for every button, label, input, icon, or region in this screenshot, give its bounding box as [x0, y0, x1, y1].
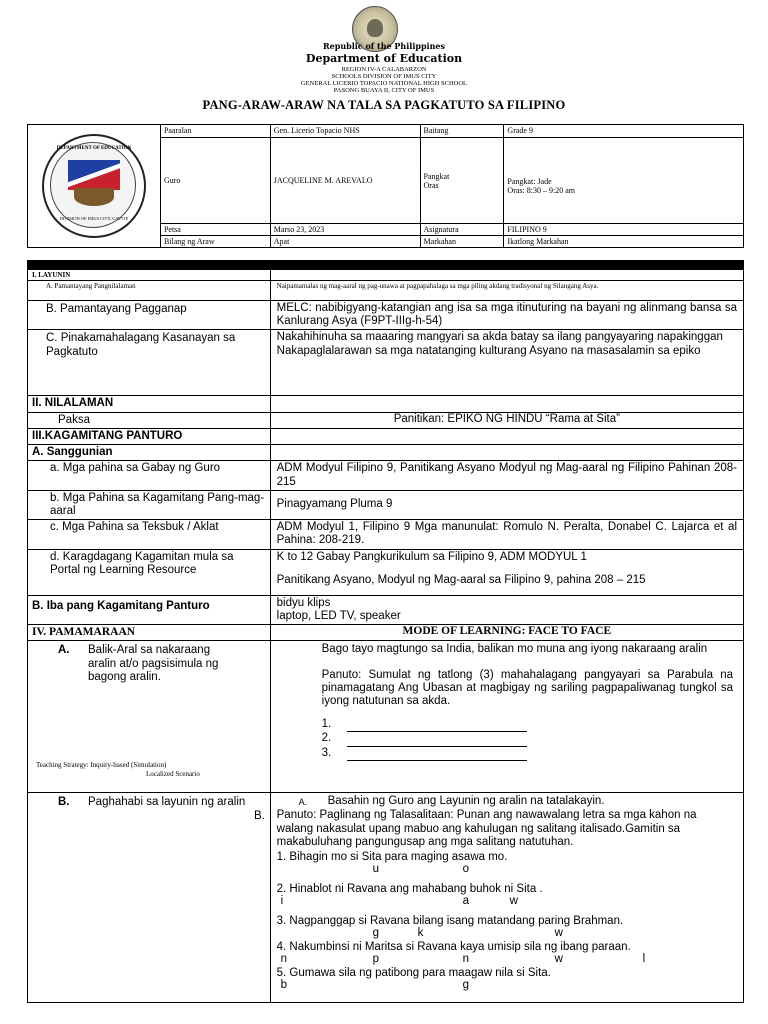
bilang-label: Bilang ng Araw: [160, 236, 270, 248]
answer-line-3[interactable]: [347, 747, 527, 761]
kagamitan-d-value: [270, 549, 743, 595]
hint-letter[interactable]: a: [462, 895, 470, 908]
pangkat-oras-value-cell: [504, 138, 744, 224]
info-table: [27, 124, 744, 248]
hint-letter[interactable]: w: [554, 927, 563, 940]
vocab-item: [277, 941, 737, 969]
guro-label: Guro: [160, 138, 270, 224]
hint-letter[interactable]: g: [372, 927, 380, 940]
balik-aral-letter: A.: [58, 644, 70, 657]
vocab-sentence: 2. Hinablot ni Ravana ang mahabang buhok ni Sita .: [276, 883, 543, 896]
department-line: Department of Education: [305, 52, 463, 65]
kagamitan-b-label: b. Mga Pahina sa Kagamitang Pang-mag-aaral: [28, 490, 271, 519]
kagamitan-b-value: Pinagyamang Pluma 9: [270, 490, 743, 519]
balik-aral-content: [270, 641, 743, 793]
asignatura-label: Asignatura: [420, 224, 504, 236]
school-line: GENERAL LICERIO TOPACIO NATIONAL HIGH SCHOOL: [300, 80, 468, 87]
mode-of-learning: MODE OF LEARNING: FACE TO FACE: [270, 625, 743, 641]
layunin-b-value: MELC: nabibigyang-katangian ang isa sa mga itinuturing na bayani ng alinmang bansa sa Kanlurang Asya (F9PT-IIIg-h-54): [270, 301, 743, 330]
kagamitan-d-value-1: K to 12 Gabay Pangkurikulum sa Filipino 9, ADM MODYUL 1: [276, 550, 587, 563]
oras-value: Oras: 8:30 – 9:20 am: [507, 185, 575, 195]
paghahabi-content: [270, 793, 743, 1003]
hint-letter[interactable]: i: [280, 895, 284, 908]
pangkat-label: Pangkat: [423, 171, 450, 181]
bilang-value: Apat: [270, 236, 420, 248]
iba-value: [270, 595, 743, 624]
kagamitan-a-value: ADM Modyul Filipino 9, Panitikang Asyano Modyul ng Mag-aaral ng Filipino Pahinan 208-215: [270, 461, 743, 490]
kagamitan-c-value: ADM Modyul 1, Filipino 9 Mga manunulat: Romulo N. Peralta, Donabel C. Lajarca et al Pahina: 208-219.: [270, 520, 743, 549]
hint-letter[interactable]: b: [280, 979, 288, 992]
iba-value-2: laptop, LED TV, speaker: [276, 609, 401, 622]
address-line: PASONG BUAYA II, CITY OF IMUS: [333, 87, 435, 94]
vocab-list: [271, 851, 745, 1001]
baitang-value: Grade 9: [504, 125, 744, 138]
kagamitan-c-label: c. Mga Pahina sa Teksbuk / Aklat: [28, 520, 271, 549]
hint-letter[interactable]: w: [509, 895, 518, 908]
main-table: [27, 260, 744, 1003]
iba-value-1: bidyu klips: [276, 596, 331, 609]
vocab-sentence: 3. Nagpanggap si Ravana bilang isang matandang paring Brahman.: [276, 915, 624, 928]
kagamitan-heading: III.KAGAMITANG PANTURO: [28, 428, 271, 444]
vocab-item: [277, 967, 737, 995]
logo-cell: [28, 125, 161, 248]
hint-letter[interactable]: g: [462, 979, 470, 992]
layunin-c-label: C. Pinakamahalagang Kasanayan sa Pagkatuto: [28, 330, 271, 396]
pangkat-oras-label-cell: [420, 138, 504, 224]
paghahabi-a-letter: A.: [298, 797, 308, 808]
vocab-sentence: 1. Bihagin mo si Sita para maging asawa mo.: [276, 851, 508, 864]
layunin-heading: I. LAYUNIN: [28, 270, 271, 281]
teaching-strategy: Teaching Strategy: Inquiry-based (Simulation): [36, 761, 167, 770]
iba-label: B. Iba pang Kagamitang Panturo: [28, 595, 271, 624]
hint-letter[interactable]: u: [372, 863, 380, 876]
balik-aral-item-2: 2.: [322, 732, 743, 746]
balik-aral-item-3: 3.: [322, 747, 743, 761]
hint-letter[interactable]: w: [554, 953, 563, 966]
guro-value: JACQUELINE M. AREVALO: [270, 138, 420, 224]
paaralan-label: Paaralan: [160, 125, 270, 138]
markahan-label: Markahan: [420, 236, 504, 248]
petsa-label: Petsa: [160, 224, 270, 236]
paghahabi-side-letter: B.: [254, 810, 265, 823]
balik-aral-label-cell: [28, 641, 271, 793]
layunin-a-label: A. Pamantayang Pangnilalaman: [28, 281, 271, 301]
oras-label: Oras: [423, 180, 439, 190]
hint-letter[interactable]: n: [462, 953, 470, 966]
kagamitan-d-value-2: Panitikang Asyano, Modyul ng Mag-aaral sa Filipino 9, pahina 208 – 215: [276, 573, 646, 586]
kagamitan-d-label: d. Karagdagang Kagamitan mula sa Portal ng Learning Resource: [28, 549, 271, 595]
vocab-item: [277, 851, 737, 879]
division-logo: DEPARTMENT OF EDUCATION DIVISION OF IMUS CITY, CAVITE: [42, 134, 146, 238]
balik-aral-panuto: Panuto: Sumulat ng tatlong (3) mahahalagang pangyayari sa Parabula na pinamagatang Ang Ubasan at magbigay ng sariling pagpapaliwanag tungkol sa iyong natutunan sa akda.: [321, 668, 733, 707]
petsa-value: Marso 23, 2023: [270, 224, 420, 236]
vocab-item: [277, 883, 737, 911]
balik-aral-list: [271, 708, 743, 761]
paghahabi-label: Paghahabi sa layunin ng aralin: [88, 796, 246, 809]
answer-line-1[interactable]: [347, 718, 527, 732]
pamamaraan-heading: IV. PAMAMARAAN: [28, 625, 271, 641]
baitang-label: Baitang: [420, 125, 504, 138]
paaralan-value: Gen. Licerio Topacio NHS: [270, 125, 420, 138]
answer-line-2[interactable]: [347, 732, 527, 746]
vocab-sentence: 5. Gumawa sila ng patibong para maagaw nila si Sita.: [276, 967, 551, 980]
balik-aral-intro: Bago tayo magtungo sa India, balikan mo muna ang iyong nakaraang aralin: [321, 643, 708, 656]
balik-aral-label: Balik-Aral sa nakaraang aralin at/o pagsisimula ng bagong aralin.: [88, 644, 219, 683]
paksa-value: Panitikan: EPIKO NG HINDU “Rama at Sita”: [270, 412, 743, 428]
division-line: SCHOOLS DIVISION OF IMUS CITY: [331, 73, 437, 80]
layunin-c-value-1: Nakahihinuha sa maaaring mangyari sa akda batay sa ilang pangyayaring napakinggan: [276, 331, 723, 344]
hint-letter[interactable]: p: [372, 953, 380, 966]
paghahabi-letter: B.: [58, 796, 70, 809]
vocab-sentence: 4. Nakumbinsi ni Maritsa si Ravana kaya umisip sila ng ibang paraan.: [276, 941, 631, 954]
paghahabi-a-text: Basahin ng Guro ang Layunin ng aralin na tatalakayin.: [327, 795, 605, 808]
localized-scenario: Localized Scenario: [146, 770, 200, 779]
hint-letter[interactable]: o: [462, 863, 470, 876]
layunin-c-value: [270, 330, 743, 396]
hint-letter[interactable]: k: [417, 927, 424, 940]
asignatura-value: FILIPINO 9: [504, 224, 744, 236]
layunin-b-label: B. Pamantayang Pagganap: [28, 301, 271, 330]
layunin-a-value: Naipamamalas ng mag-aaral ng pag-unawa at pagpapahalaga sa mga piling akdang tradisyonal ng Silangang Asya.: [270, 281, 743, 301]
markahan-value: Ikatlong Markahan: [504, 236, 744, 248]
page-title: PANG-ARAW-ARAW NA TALA SA PAGKATUTO SA FILIPINO: [202, 98, 566, 112]
nilalaman-heading: II. NILALAMAN: [28, 396, 271, 412]
republic-line: Republic of the Philippines: [322, 41, 445, 51]
layunin-c-value-2: Nakapaglalarawan sa mga natatanging kulturang Asyano na masasalamin sa epiko: [276, 344, 701, 357]
paksa-label: Paksa: [28, 412, 271, 428]
hint-letter[interactable]: n: [280, 953, 288, 966]
sanggunian-heading: A. Sanggunian: [28, 445, 271, 461]
balik-aral-item-1: 1.: [322, 718, 743, 732]
paghahabi-panuto: Panuto: Paglinang ng Talasalitaan: Punan ang nawawalang letra sa mga kahon na walang nakasulat upang mabuo ang kahulugan ng salitang italisado.Gamitin sa makabuluhang pangungusap ang mga salitang natutuhan.: [276, 809, 697, 848]
vocab-item: [277, 915, 737, 943]
region-line: REGION IV-A CALABARZON: [341, 66, 427, 73]
black-divider: [28, 261, 744, 270]
kagamitan-a-label: a. Mga pahina sa Gabay ng Guro: [28, 461, 271, 490]
paghahabi-label-cell: [28, 793, 271, 1003]
hint-letter[interactable]: l: [642, 953, 646, 966]
pangkat-value: Pangkat: Jade: [507, 176, 552, 186]
